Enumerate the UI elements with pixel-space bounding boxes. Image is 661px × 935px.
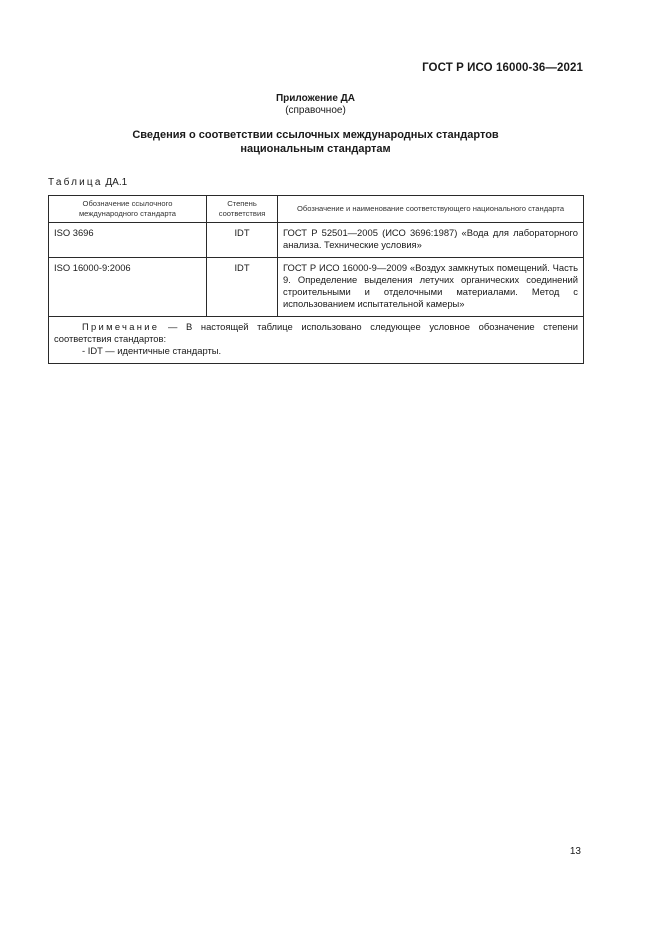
table-label [48, 177, 127, 188]
page-number: 13 [569, 846, 581, 857]
document-code: ГОСТ Р ИСО 16000-36—2021 [422, 62, 583, 74]
section-title-line-1: Сведения о соответствии ссылочных международных стандартов [132, 129, 499, 141]
note-label: Примечание [82, 321, 160, 332]
table-note [49, 317, 584, 364]
header-degree: Степень соответствия [207, 196, 278, 223]
cell-national-name: ГОСТ Р 52501—2005 (ИСО 3696:1987) «Вода для лабораторного анализа. Технические условия» [278, 223, 584, 258]
table-label-number: ДА.1 [105, 177, 128, 188]
table-label-word: Таблица [48, 177, 103, 188]
note-dash: — [167, 321, 178, 332]
note-text [54, 321, 578, 345]
header-intl-standard: Обозначение ссылочного международного стандарта [49, 196, 207, 223]
cell-national-name: ГОСТ Р ИСО 16000-9—2009 «Воздух замкнутых помещений. Часть 9. Определение выделения летучих органических соединений строительными и отделочными материалами. Метод с использованием испытательной камеры» [278, 258, 584, 317]
section-title [0, 128, 631, 156]
standards-table [48, 195, 584, 364]
table-note-row [49, 317, 584, 364]
table-row [49, 223, 584, 258]
header-national-standard: Обозначение и наименование соответствующего национального стандарта [278, 196, 584, 223]
table-row [49, 258, 584, 317]
section-title-line-2: национальным стандартам [240, 143, 391, 155]
cell-intl-code: ISO 3696 [49, 223, 207, 258]
note-body: В настоящей таблице использовано следующее условное обозначение степени соответствия стандартов: [54, 321, 579, 344]
annex-subtitle: (справочное) [285, 105, 346, 116]
annex-title: Приложение ДА [275, 93, 356, 104]
cell-degree: IDT [207, 223, 278, 258]
cell-intl-code: ISO 16000-9:2006 [49, 258, 207, 317]
cell-degree: IDT [207, 258, 278, 317]
note-item: - IDT — идентичные стандарты. [82, 345, 222, 356]
annex-heading [0, 93, 631, 117]
table-header-row [49, 196, 584, 223]
